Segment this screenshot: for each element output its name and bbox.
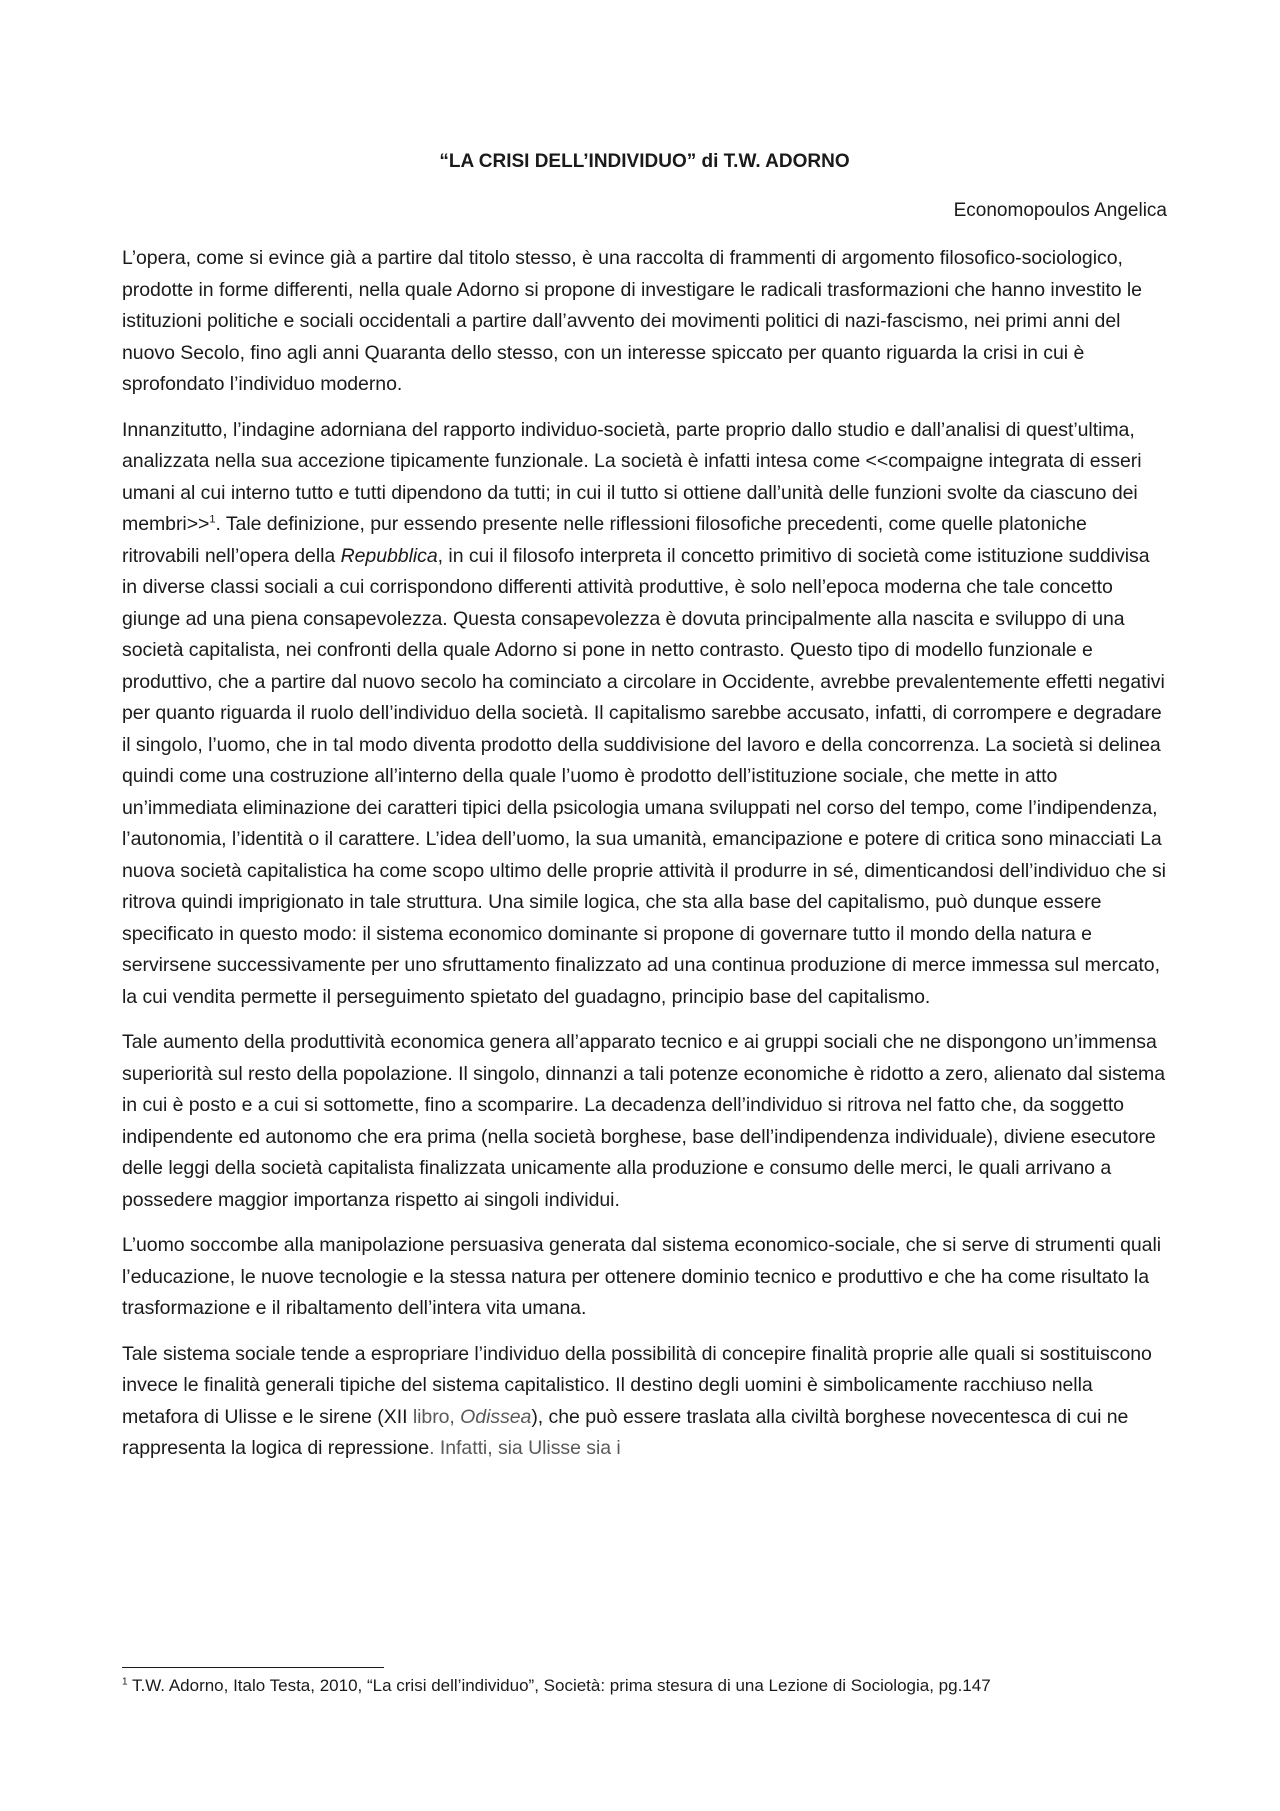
paragraph-manipulation: L’uomo soccombe alla manipolazione persuasiva generata dal sistema economico-sociale, che si serve di strumenti quali l’educazione, le nuove tecnologie e la stessa natura per ottenere dominio tecnico e produttivo e che ha come risultato la trasformazione e il ribaltamento dell’intera vita umana. bbox=[122, 1234, 1162, 1320]
footnote-separator bbox=[122, 1667, 384, 1668]
footnote-text: T.W. Adorno, Italo Testa, 2010, “La crisi dell’individuo”, Società: prima stesura di una Lezione di Sociologia, pg.147 bbox=[127, 1676, 991, 1695]
odissea-title: Odissea bbox=[460, 1405, 532, 1428]
paragraph-society bbox=[122, 415, 1167, 1014]
footnote bbox=[122, 1674, 1167, 1698]
paragraph-society-text-a: Innanzitutto, l’indagine adorniana del rapporto individuo-società, parte proprio dallo studio e dall’analisi di quest’ultima, analizzata nella sua accezione tipicamente funzionale. La società è infatti intesa come <<compaigne integrata di esseri umani al cui interno tutto e tutti dipendono da tutti; in cui il tutto si ottiene dall’unità delle funzioni svolte da ciascuno dei membri>> bbox=[122, 418, 1142, 536]
paragraph-ulisse-text-a: Tale sistema sociale tende a espropriare l’individuo della possibilità di concepire finalità proprie alle quali si sostituiscono invece le finalità generali tipiche del sistema capitalistico. Il destino degli uomini è simbolicamente racchiuso nella metafora di Ulisse e le sirene (XII bbox=[122, 1342, 1152, 1428]
paragraph-ulisse bbox=[122, 1339, 1167, 1465]
author-name: Economopoulos Angelica bbox=[953, 199, 1167, 221]
paragraph-ulisse-libro: libro, bbox=[412, 1405, 461, 1428]
paragraph-productivity: Tale aumento della produttività economica genera all’apparato tecnico e ai gruppi sociali che ne dispongono un’immensa superiorità sul resto della popolazione. Il singolo, dinnanzi a tali potenze economiche è ridotto a zero, alienato dal sistema in cui è posto e a cui si sottomette, fino a scomparire. La decadenza dell’individuo si ritrova nel fatto che, da soggetto indipendente ed autonomo che era prima (nella società borghese, base dell’indipendenza individuale), diviene esecutore delle leggi della società capitalista finalizzata unicamente alla produzione e consumo delle merci, le quali arrivano a possedere maggior importanza rispetto ai singoli individui. bbox=[122, 1031, 1165, 1211]
paragraph-society-text-b: . Tale definizione, pur essendo presente nelle riflessioni filosofiche precedenti, come quelle platoniche ritrovabili nell’opera della bbox=[122, 513, 1087, 567]
paragraph-ulisse-text-b: ), che può essere traslata alla civiltà borghese novecentesca di cui ne rappresenta la logica di repressione bbox=[122, 1405, 1129, 1460]
page-title: “LA CRISI DELL’INDIVIDUO” di T.W. ADORNO bbox=[439, 151, 850, 172]
paragraph-society-text-c: , in cui il filosofo interpreta il concetto primitivo di società come istituzione suddivisa in diverse classi sociali a cui corrispondono differenti attività produttive, è solo nell’epoca moderna che tale concetto giunge ad una piena consapevolezza. Questa consapevolezza è dovuta principalmente alla nascita e sviluppo di una società capitalista, nei confronti della quale Adorno si pone in netto contrasto. Questo tipo di modello funzionale e produttivo, che a partire dal nuovo secolo ha cominciato a circolare in Occidente, avrebbe prevalentemente effetti negativi per quanto riguarda il ruolo dell’individuo della società. Il capitalismo sarebbe accusato, infatti, di corrompere e degradare il singolo, l’uomo, che in tal modo diventa prodotto della suddivisione del lavoro e della concorrenza. La società si delinea quindi come una costruzione all’interno della quale l’uomo è prodotto dell’istituzione sociale, che mette in atto un’immediata eliminazione dei caratteri tipici della psicologia umana sviluppati nel corso del tempo, come l’indipendenza, l’autonomia, l’identità o il carattere. L’idea dell’uomo, la sua umanità, emancipazione e potere di critica sono minacciati La nuova società capitalistica ha come scopo ultimo delle proprie attività il produrre in sé, dimenticandosi dell’individuo che si ritrova quindi imprigionato in tale struttura. Una simile logica, che sta alla base del capitalismo, può dunque essere specificato in questo modo: il sistema economico dominante si propone di governare tutto il mondo della natura e servirsene successivamente per uno sfruttamento finalizzato ad una continua produzione di merce immessa sul mercato, la cui vendita permette il perseguimento spietato del guadagno, principio base del capitalismo. bbox=[122, 544, 1166, 1008]
document-body bbox=[122, 150, 1167, 1479]
footnote-number: 1 bbox=[122, 1676, 128, 1688]
paragraph-ulisse-text-c: . Infatti, sia Ulisse sia i bbox=[429, 1437, 621, 1460]
paragraph-intro: L’opera, come si evince già a partire dal titolo stesso, è una raccolta di frammenti di argomento filosofico-sociologico, prodotte in forme differenti, nella quale Adorno si propone di investigare le radicali trasformazioni che hanno investito le istituzioni politiche e sociali occidentali a partire dall’avvento dei movimenti politici di nazi-fascismo, nei primi anni del nuovo Secolo, fino agli anni Quaranta dello stesso, con un interesse spiccato per quanto riguarda la crisi in cui è sprofondato l’individuo moderno. bbox=[122, 247, 1142, 396]
repubblica-title: Repubblica bbox=[340, 544, 438, 567]
footnote-reference[interactable]: 1 bbox=[209, 513, 216, 526]
